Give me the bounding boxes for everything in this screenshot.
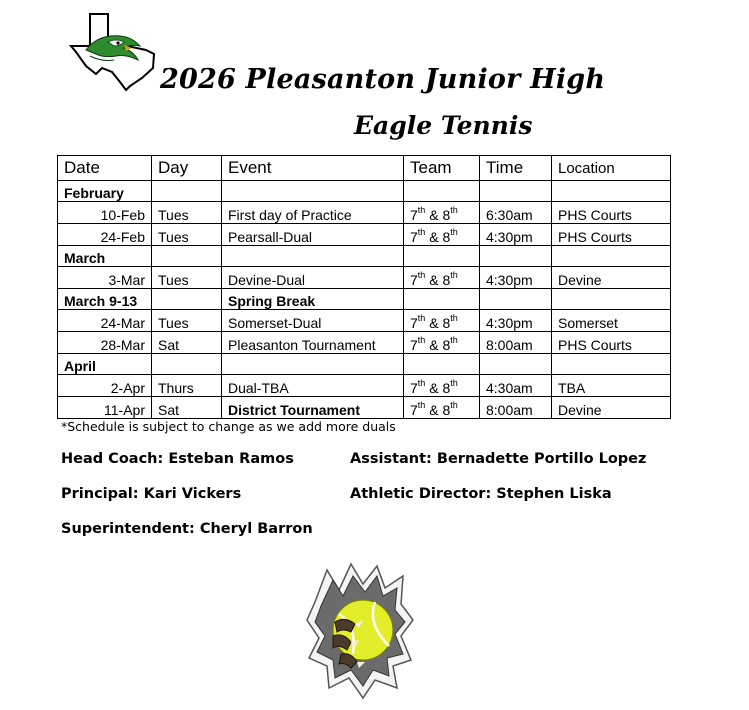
assistant-coach: Assistant: Bernadette Portillo Lopez [350,451,647,467]
team-grade-b-suffix: th [450,335,458,346]
team-grade-b: 8 [442,337,451,353]
team-grade-a-suffix: th [417,205,426,216]
team-grade-b-suffix: th [450,313,458,324]
team-grade-a: 7 [410,272,418,288]
team-grade-a: 7 [410,337,418,353]
event-cell: First day of Practice [222,202,404,224]
page-title: 2026 Pleasanton Junior High [160,64,606,95]
team-ampersand: & [425,315,443,331]
event-cell: Devine-Dual [222,267,404,289]
column-header-event: Event [222,156,404,181]
date-cell: 2-Apr [58,375,152,397]
day-cell: Tues [152,267,222,289]
table-row [58,267,671,289]
team-grade-a-suffix: th [417,313,426,324]
date-cell: 11-Apr [58,397,152,419]
day-cell: Tues [152,224,222,246]
table-row [58,375,671,397]
day-cell: Sat [152,332,222,354]
tennis-ball-claw-icon [305,562,415,700]
team-ampersand: & [425,337,443,353]
event-cell: Somerset-Dual [222,310,404,332]
event-cell: Pearsall-Dual [222,224,404,246]
date-cell: 28-Mar [58,332,152,354]
table-row [58,224,671,246]
team-grade-b: 8 [442,207,451,223]
team-cell [404,202,480,224]
schedule-table [57,155,671,419]
team-grade-a: 7 [410,229,418,245]
team-grade-a: 7 [410,207,418,223]
team-grade-b-suffix: th [450,205,458,216]
schedule-note: *Schedule is subject to change as we add more duals [61,419,396,434]
location-cell: TBA [552,375,671,397]
location-cell: Devine [552,267,671,289]
event-cell: District Tournament [222,397,404,419]
team-cell [404,267,480,289]
section-label: April [58,354,152,375]
team-grade-b: 8 [442,402,451,418]
team-ampersand: & [425,380,443,396]
section-label: February [58,181,152,202]
team-ampersand: & [425,272,443,288]
day-cell: Tues [152,202,222,224]
team-cell [404,310,480,332]
section-row [58,289,671,310]
section-row [58,181,671,202]
team-cell [404,397,480,419]
location-cell: PHS Courts [552,202,671,224]
table-row [58,332,671,354]
table-header-row [58,156,671,181]
location-cell: Devine [552,397,671,419]
time-cell: 4:30am [480,375,552,397]
location-cell: Somerset [552,310,671,332]
time-cell: 4:30pm [480,310,552,332]
time-cell: 8:00am [480,332,552,354]
team-grade-a-suffix: th [417,400,426,411]
column-header-date: Date [58,156,152,181]
date-cell: 24-Feb [58,224,152,246]
team-grade-a: 7 [410,380,418,396]
section-label: March [58,246,152,267]
athletic-director: Athletic Director: Stephen Liska [350,486,612,502]
head-coach: Head Coach: Esteban Ramos [61,451,294,467]
team-grade-b: 8 [442,380,451,396]
team-grade-a-suffix: th [417,227,426,238]
team-grade-b-suffix: th [450,378,458,389]
location-cell: PHS Courts [552,332,671,354]
date-cell: 24-Mar [58,310,152,332]
section-label: March 9-13 [58,289,152,310]
event-cell: Pleasanton Tournament [222,332,404,354]
table-row [58,397,671,419]
date-cell: 10-Feb [58,202,152,224]
team-grade-b: 8 [442,229,451,245]
superintendent: Superintendent: Cheryl Barron [61,521,313,537]
team-grade-b-suffix: th [450,270,458,281]
time-cell: 6:30am [480,202,552,224]
day-cell: Thurs [152,375,222,397]
time-cell: 4:30pm [480,267,552,289]
team-grade-b-suffix: th [450,227,458,238]
section-row [58,246,671,267]
team-grade-a: 7 [410,315,418,331]
team-grade-a: 7 [410,402,418,418]
team-ampersand: & [425,207,443,223]
column-header-time: Time [480,156,552,181]
texas-eagle-logo-icon [68,12,160,92]
page-subtitle: Eagle Tennis [354,111,533,140]
team-cell [404,332,480,354]
date-cell: 3-Mar [58,267,152,289]
team-grade-b: 8 [442,272,451,288]
column-header-day: Day [152,156,222,181]
time-cell: 8:00am [480,397,552,419]
time-cell: 4:30pm [480,224,552,246]
principal: Principal: Kari Vickers [61,486,242,502]
team-ampersand: & [425,229,443,245]
location-cell: PHS Courts [552,224,671,246]
team-grade-a-suffix: th [417,378,426,389]
team-ampersand: & [425,402,443,418]
table-row [58,202,671,224]
column-header-team: Team [404,156,480,181]
event-cell: Dual-TBA [222,375,404,397]
day-cell: Tues [152,310,222,332]
team-grade-a-suffix: th [417,270,426,281]
day-cell: Sat [152,397,222,419]
column-header-location: Location [552,156,671,181]
team-grade-a-suffix: th [417,335,426,346]
team-cell [404,375,480,397]
section-event: Spring Break [222,289,404,310]
section-row [58,354,671,375]
team-cell [404,224,480,246]
team-grade-b-suffix: th [450,400,458,411]
team-grade-b: 8 [442,315,451,331]
table-row [58,310,671,332]
